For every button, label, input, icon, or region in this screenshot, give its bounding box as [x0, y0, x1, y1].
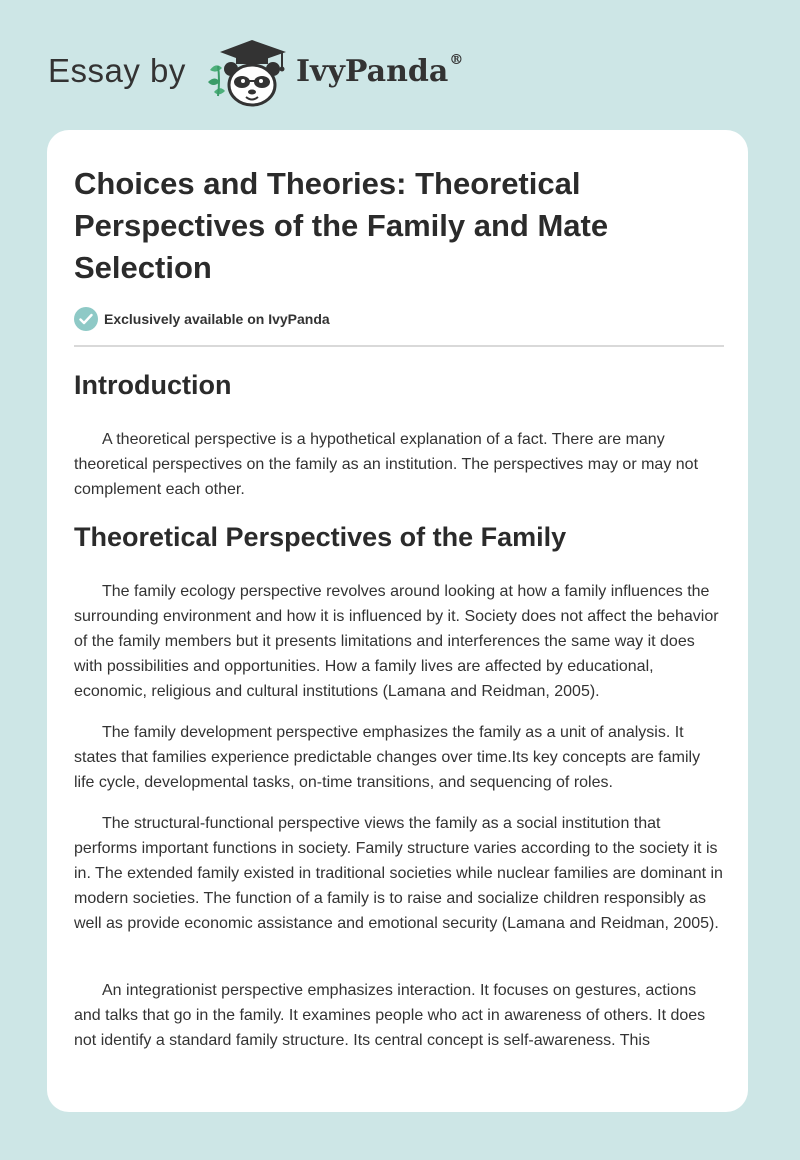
- paragraph: A theoretical perspective is a hypothetical explanation of a fact. There are many theoretical perspectives on the family as an institution. The perspectives may or may not complement each other.: [74, 431, 699, 498]
- exclusive-label: Exclusively available on IvyPanda: [104, 311, 330, 327]
- essay-by-label: Essay by: [48, 52, 186, 89]
- check-circle-icon: [74, 307, 98, 331]
- exclusive-badge: [74, 306, 330, 332]
- essay-card: [47, 130, 748, 1112]
- panda-graduate-icon[interactable]: [202, 36, 292, 108]
- paragraph: The structural-functional perspective views the family as a social institution that performs important functions in society. Family structure varies according to the society it is in. The extended family existed in traditional societies while nuclear families are dominant in modern societies. The function of a family is to raise and socialize children responsibly as well as provide economic assistance and emotional security (Lamana and Reidman, 2005).: [74, 815, 723, 932]
- paragraph: An integrationist perspective emphasizes interaction. It focuses on gestures, actions and talks that go in the family. It examines people who act in awareness of others. It does not identify a standard family structure. Its central concept is self-awareness. This: [74, 982, 706, 1049]
- title-divider: [74, 345, 724, 347]
- paragraph: The family development perspective emphasizes the family as a unit of analysis. It states that families experience predictable changes over time.Its key concepts are family life cycle, developmental tasks, on-time transitions, and sequencing of roles.: [74, 724, 701, 791]
- section-heading-introduction: Introduction: [74, 370, 232, 400]
- paragraph: The family ecology perspective revolves around looking at how a family influences the surrounding environment and how it is influenced by it. Society does not affect the behavior of the family members but it presents limitations and interferences the same way it does with possibilities and opportunities. How a family lives are affected by educational, economic, religious and cultural institutions (Lamana and Reidman, 2005).: [74, 583, 719, 700]
- registered-mark: ®: [449, 52, 464, 68]
- section-heading-theoretical-perspectives: Theoretical Perspectives of the Family: [74, 522, 567, 552]
- site-header: [0, 0, 800, 130]
- essay-title: Choices and Theories: Theoretical Perspectives of the Family and Mate Selection: [74, 166, 609, 285]
- brand-logo-text[interactable]: [296, 54, 463, 89]
- brand-name: IvyPanda: [296, 54, 449, 89]
